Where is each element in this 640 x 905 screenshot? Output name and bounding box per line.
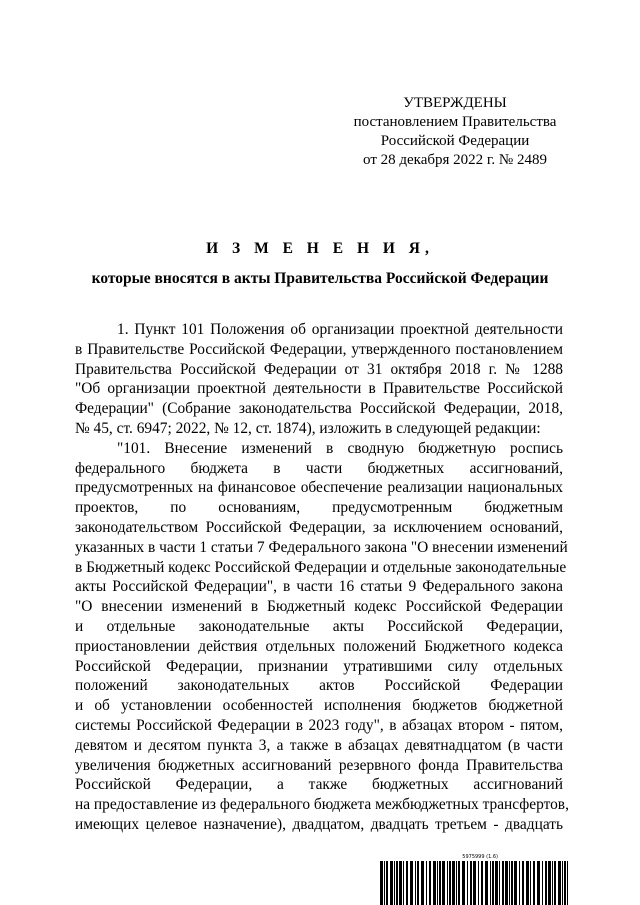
body-line: № 45, ст. 6947; 2022, № 12, ст. 1874), изложить в следующей редакции: [75,419,541,437]
body-line: Правительства Российской Федерации от 31 октября 2018 г. № 1288 [75,360,563,378]
body-line: имеющих целевое назначение), двадцатом, двадцать третьем - двадцать [75,815,563,833]
body-line: Российской Федерации, признании утратившими силу отдельных [75,657,563,675]
body-line: системы Российской Федерации в 2023 году", в абзацах втором - пятом, [75,716,563,734]
body-line: на предоставление из федерального бюджета межбюджетных трансфертов, [75,796,569,814]
body-line: увеличения бюджетных ассигнований резервного фонда Правительства [75,756,563,774]
barcode-number: 5975999 (1.6) [462,854,498,860]
body-line: законодательством Российской Федерации, за исключением оснований, [75,518,563,536]
barcode-block [380,853,570,905]
body-line: 1. Пункт 101 Положения об организации проектной деятельности [117,321,563,338]
body-line: акты Российской Федерации", в части 16 статьи 9 Федерального закона [75,578,563,596]
body-line: девятом и десятом пункта 3, а также в абзацах девятнадцатом (в части [75,736,563,754]
body-line: положений законодательных актов Российской Федерации [75,677,563,695]
barcode-icon [380,861,570,905]
body-line: в Правительстве Российской Федерации, утвержденного постановлением [75,340,563,358]
body-line: предусмотренных на финансовое обеспечение реализации национальных [75,479,563,497]
body-line: Федерации" (Собрание законодательства Российской Федерации, 2018, [75,400,563,418]
approval-line-2: постановлением Правительства [353,114,557,130]
body-line: Российской Федерации, а также бюджетных ассигнований [75,776,563,794]
body-line: и отдельные законодательные акты Российской Федерации, [75,617,563,635]
body-line: в Бюджетный кодекс Российской Федерации и отдельные законодательные [75,558,567,576]
approval-line-1: УТВЕРЖДЕНЫ [403,95,507,111]
body-line: приостановлении действия отдельных положений Бюджетного кодекса [75,637,563,655]
approval-line-4: от 28 декабря 2022 г. № 2489 [363,152,547,168]
body-line: и об установлении особенностей исполнения бюджетов бюджетной [75,697,563,715]
approval-block [350,94,560,170]
document-title: И З М Е Н Е Н И Я, [206,240,434,257]
body-line: указанных в части 1 статьи 7 Федерального закона "О внесении изменений [75,538,568,556]
body-line: "О внесении изменений в Бюджетный кодекс Российской Федерации [75,598,563,616]
body-line: проектов, по основаниям, предусмотренным бюджетным [75,499,563,517]
document-body [75,320,569,835]
document-subtitle: которые вносятся в акты Правительства Российской Федерации [91,270,549,287]
approval-line-3: Российской Федерации [380,133,530,149]
body-line: федерального бюджета в части бюджетных ассигнований, [75,459,563,477]
body-line: "Об организации проектной деятельности в Правительстве Российской [75,380,563,398]
body-line: "101. Внесение изменений в сводную бюджетную роспись [117,439,563,457]
